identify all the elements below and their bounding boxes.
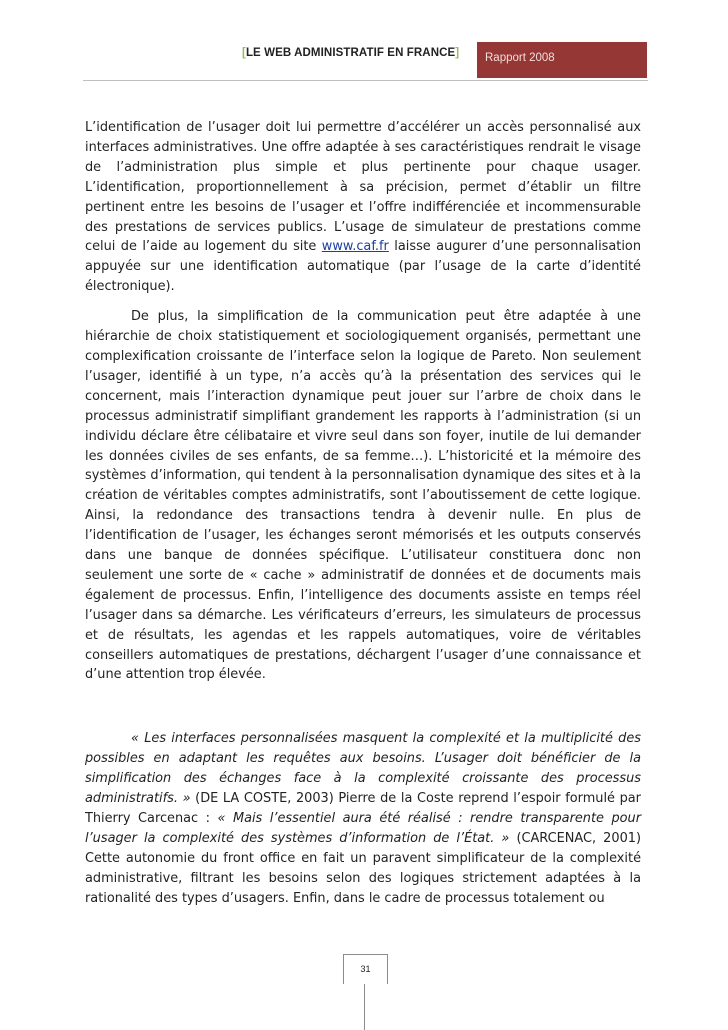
caf-link[interactable]: www.caf.fr (321, 239, 389, 255)
paragraph-identification (85, 118, 641, 297)
header-divider (83, 80, 648, 81)
paragraph-quotes (85, 729, 641, 908)
body-text (85, 118, 641, 919)
paragraph-text: laisse augurer d’une personnalisation appuyée sur une identification automatique (par l’usage de la carte d’identité électronique). (85, 239, 641, 295)
paragraph-simplification: De plus, la simplification de la communication peut être adaptée à une hiérarchie de choix statistiquement et sociologiquement organisés, permettant une complexification croissante de l’interface selon la logique de Pareto. Non seulement l’usager, identifié à un type, n’a accès qu’à la présentation des services qui le concernent, mais l’interaction dynamique peut jouer sur l’arbre de choix dans le processus administratif simplifiant grandement les rapports à l’administration (si un individu déclare être célibataire et vivre seul dans son foyer, inutile de lui demander les données civiles de ses enfants, de sa femme…). L’historicité et la mémoire des systèmes d’information, qui tendent à la personnalisation dynamique des sites et à la création de véritables comptes administratifs, sont l’aboutissement de cette logique. Ainsi, la redondance des transactions tendra à devenir nulle. En plus de l’identification de l’usager, les échanges seront mémorisés et les outputs conservés dans une banque de données spécifique. L’utilisateur constituera donc non seulement une sorte de « cache » administratif de données et de documents mais également de processus. Enfin, l’intelligence des documents assiste en temps réel l’usager dans sa démarche. Les vérificateurs d’erreurs, les simulateurs de processus et de résultats, les agendas et les rappels automatiques, voire de véritables conseillers automatiques de prestations, déchargent l’usager d’une connaissance et d’une attention trop élevée. (85, 309, 641, 683)
page-number-stem (364, 984, 365, 1030)
running-title-text: LE WEB ADMINISTRATIF EN FRANCE (245, 47, 456, 59)
title-bracket-close: ] (455, 47, 460, 59)
quote-de-la-coste: « Les interfaces personnalisées masquent la complexité et la multiplicité des possibles en adaptant les requêtes aux besoins. L’usager doit bénéficier de la simplification des échanges face à la complexité croissante des processus administratifs. » (85, 731, 641, 807)
quote-carcenac: « Mais l’essentiel aura été réalisé : rendre transparente pour l’usager la complexité des systèmes d’information de l’État. » (85, 811, 641, 846)
report-year-box (477, 42, 647, 78)
title-bracket-open: [ (242, 47, 246, 59)
page-number: 31 (343, 954, 388, 984)
running-title (242, 47, 459, 59)
paragraph-text: (DE LA COSTE, 2003) Pierre de la Coste reprend l’espoir formulé par Thierry Carcenac : (85, 791, 641, 826)
paragraph-text: L’identification de l’usager doit lui permettre d’accélérer un accès personnalisé aux interfaces administratives. Une offre adaptée à ses caractéristiques rendrait le visage de l’administration plus simple et plus pertinente pour chaque usager. L’identification, proportionnellement à sa précision, permet d’établir un filtre pertinent entre les besoins de l’usager et l’offre indifférenciée et incommensurable des prestations de services publics. L’usage de simulateur de prestations comme celui de l’aide au logement du site (85, 120, 641, 255)
report-year-label: Rapport 2008 (485, 52, 555, 64)
page-header (0, 42, 728, 78)
paragraph-text: (CARCENAC, 2001) Cette autonomie du front office en fait un paravent simplificateur de la complexité administrative, filtrant les besoins selon des logiques strictement adaptées à la rationalité des types d’usagers. Enfin, dans le cadre de processus totalement ou (85, 830, 642, 906)
